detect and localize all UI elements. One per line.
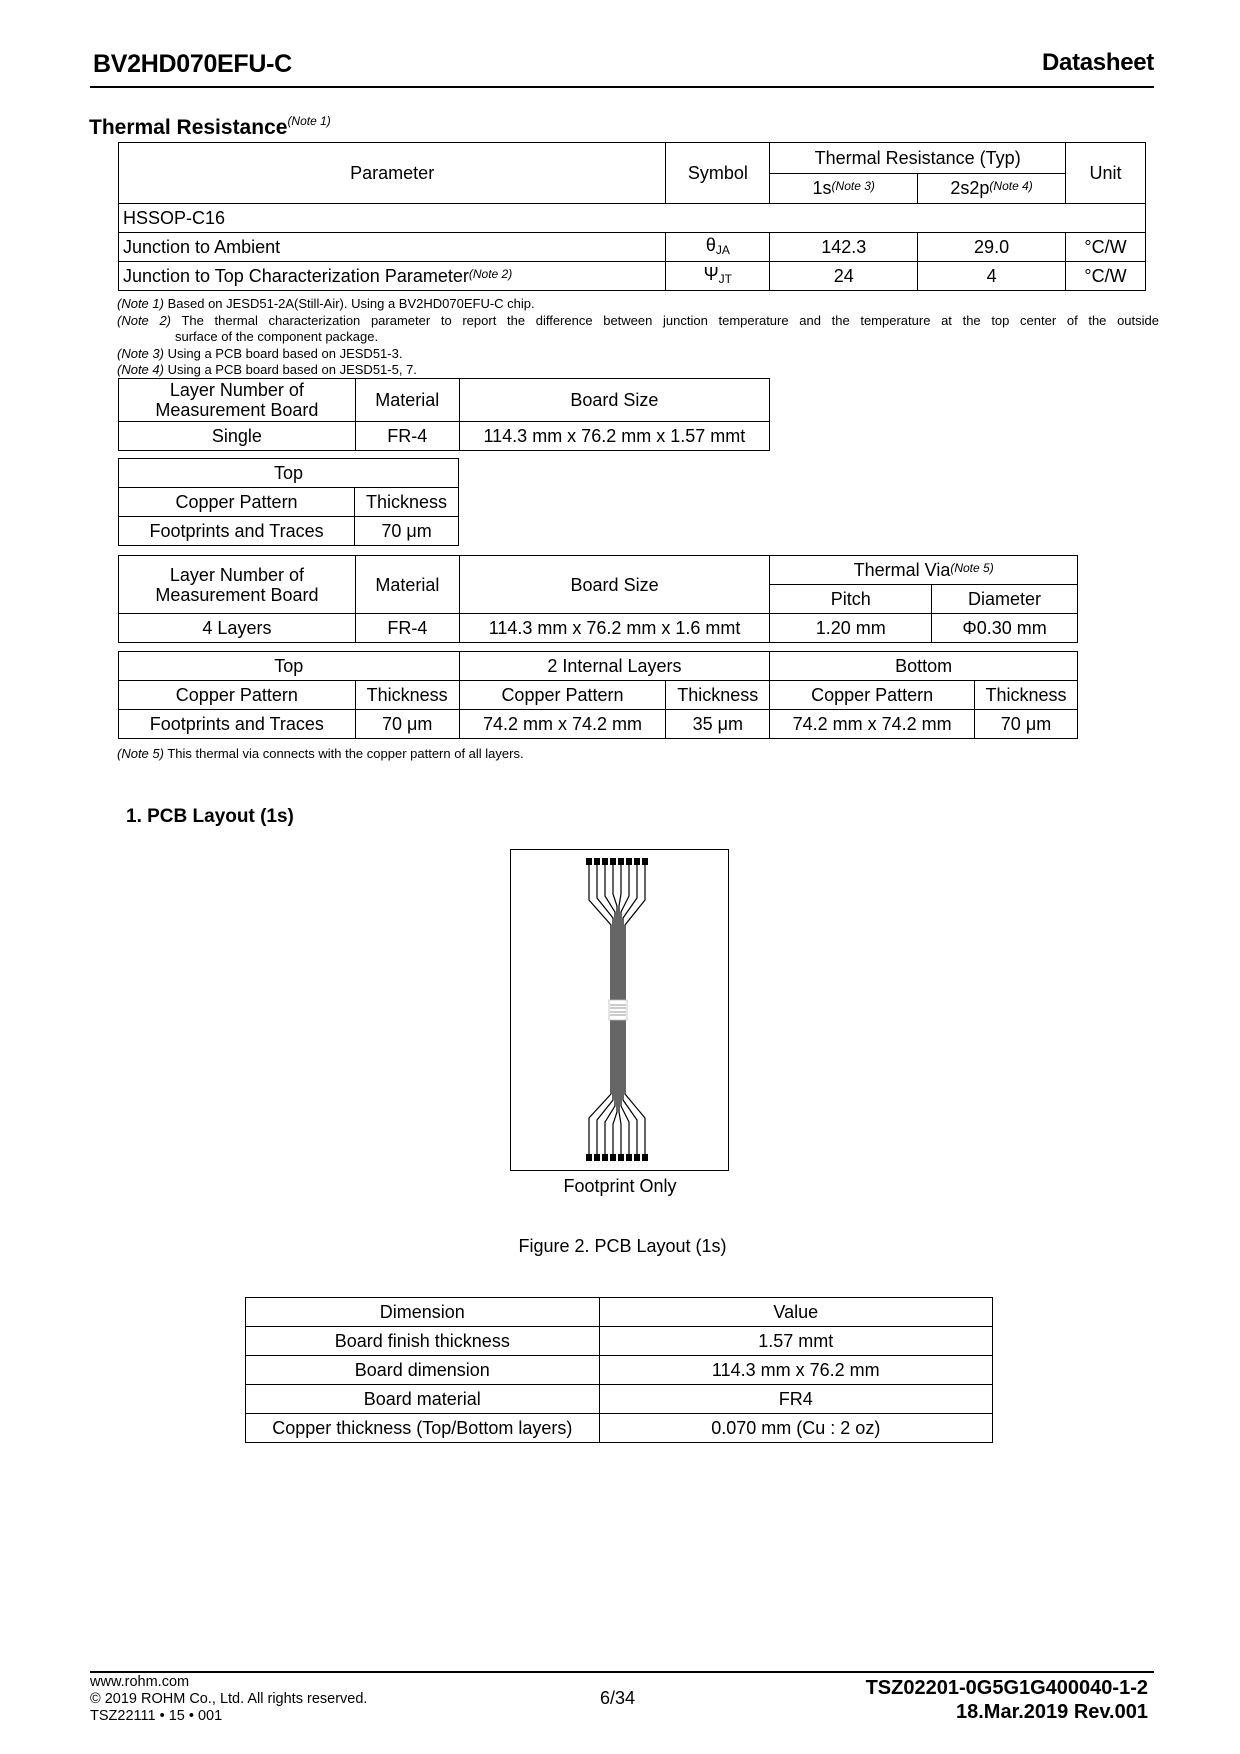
top-pads [586, 858, 648, 865]
note-text: Using a PCB board based on JESD51-5, 7. [167, 362, 417, 377]
board-size-value: 114.3 mm x 76.2 mm x 1.6 mmt [459, 614, 770, 643]
footer-right [866, 1676, 1148, 1724]
section-title-note: (Note 1) [287, 114, 331, 128]
material-value: FR-4 [355, 614, 459, 643]
pcb-layout-title: 1. PCB Layout (1s) [126, 806, 294, 827]
top-traces [589, 865, 645, 1000]
header-board-size: Board Size [459, 379, 769, 422]
header-copper-pattern: Copper Pattern [119, 681, 356, 710]
internal-pattern-value: 74.2 mm x 74.2 mm [459, 710, 666, 739]
board-single-table [118, 378, 770, 451]
header-thermal-resistance: Thermal Resistance (Typ) [770, 143, 1066, 174]
dimension-cell: Copper thickness (Top/Bottom layers) [246, 1414, 600, 1443]
section-title [89, 116, 331, 140]
table-row [246, 1385, 993, 1414]
header-thermal-via [770, 556, 1078, 585]
note-text: Using a PCB board based on JESD51-3. [167, 345, 403, 361]
row-symbol-sub: JA [715, 242, 730, 257]
bottom-traces [589, 1020, 645, 1154]
row-unit: °C/W [1066, 262, 1146, 291]
board-size-value: 114.3 mm x 76.2 mm x 1.57 mmt [459, 422, 769, 451]
doc-number: TSZ02201-0G5G1G400040-1-2 [865, 1677, 1148, 1699]
header-parameter: Parameter [119, 143, 666, 204]
footer-left [90, 1674, 367, 1725]
note-3 [117, 346, 1159, 363]
table-row [119, 233, 1146, 262]
header-board-size: Board Size [459, 556, 770, 614]
row-parameter-note: (Note 2) [468, 267, 513, 281]
diameter-value: Φ0.30 mm [932, 614, 1078, 643]
header-thickness: Thickness [355, 681, 459, 710]
note-tag: (Note 3) [117, 345, 164, 361]
row-symbol-main: Ψ [703, 263, 719, 284]
layer-value: 4 Layers [119, 614, 356, 643]
header-2s2p-note: (Note 4) [989, 179, 1033, 194]
note-tag: (Note 5) [117, 746, 164, 761]
header-top: Top [119, 652, 460, 681]
row-symbol-sub: JT [718, 271, 733, 286]
row-parameter: Junction to Ambient [119, 233, 666, 262]
figure-subcaption: Footprint Only [563, 1176, 677, 1196]
header-material: Material [355, 379, 459, 422]
bottom-pads [586, 1154, 648, 1161]
footer-code: TSZ22111 • 15 • 001 [90, 1708, 223, 1724]
note-4 [117, 362, 1159, 379]
header-internal-layers: 2 Internal Layers [459, 652, 770, 681]
header-diameter: Diameter [932, 585, 1078, 614]
header-thickness: Thickness [355, 488, 459, 517]
table-row [119, 710, 1078, 739]
package-name: HSSOP-C16 [119, 204, 1146, 233]
header-pitch: Pitch [770, 585, 932, 614]
section-title-text: Thermal Resistance [89, 116, 288, 139]
row-unit: °C/W [1066, 233, 1146, 262]
header-copper-pattern: Copper Pattern [459, 681, 666, 710]
header-top: Top [119, 459, 459, 488]
dimension-cell: Board dimension [246, 1356, 600, 1385]
value-cell: 114.3 mm x 76.2 mm [599, 1356, 992, 1385]
table-row [246, 1414, 993, 1443]
figure-caption: Figure 2. PCB Layout (1s) [518, 1236, 727, 1256]
layer-value: Single [119, 422, 356, 451]
copper-pattern-value: Footprints and Traces [119, 517, 355, 546]
row-parameter-text: Junction to Top Characterization Parameter [123, 266, 469, 286]
table-row [119, 614, 1078, 643]
note-1 [117, 296, 1159, 313]
header-1s [770, 173, 918, 204]
header-layer-number: Layer Number of Measurement Board [119, 379, 356, 422]
footer-copyright: © 2019 ROHM Co., Ltd. All rights reserved. [90, 1691, 368, 1707]
value-cell: 1.57 mmt [599, 1327, 992, 1356]
date-revision: 18.Mar.2019 Rev.001 [955, 1701, 1148, 1723]
dimension-cell: Board material [246, 1385, 600, 1414]
row-parameter [119, 262, 666, 291]
top-thickness-value: 70 μm [355, 710, 459, 739]
table-row [246, 1356, 993, 1385]
row-symbol-main: θ [705, 234, 716, 255]
table-row [119, 422, 770, 451]
layer-copper-table [118, 651, 1078, 739]
table-row [246, 1327, 993, 1356]
board-4layer-table [118, 555, 1078, 643]
note-2 [117, 313, 1159, 330]
top-pattern-value: Footprints and Traces [119, 710, 356, 739]
note-5 [117, 746, 1159, 763]
header-2s2p-label: 2s2p [950, 178, 990, 199]
dimension-table [245, 1297, 993, 1443]
header-thermal-via-label: Thermal Via [853, 560, 951, 580]
pitch-value: 1.20 mm [770, 614, 932, 643]
row-value-1s: 24 [770, 262, 918, 291]
header-2s2p [918, 173, 1066, 204]
ic-body [609, 1000, 627, 1020]
header-dimension: Dimension [246, 1298, 600, 1327]
header-thickness: Thickness [666, 681, 770, 710]
pcb-layout-figure [510, 849, 729, 1171]
doc-type: Datasheet [1041, 49, 1154, 76]
note-text: This thermal via connects with the copper pattern of all layers. [167, 746, 524, 761]
footer-divider [90, 1671, 1154, 1673]
row-symbol [666, 262, 770, 291]
header-unit: Unit [1066, 143, 1146, 204]
pcb-footprint-drawing [511, 850, 728, 1170]
header-thermal-via-note: (Note 5) [950, 561, 994, 575]
header-1s-label: 1s [812, 178, 832, 199]
top-copper-table [118, 458, 459, 546]
note-text: Based on JESD51-2A(Still-Air). Using a BV2HD070EFU-C chip. [167, 296, 535, 311]
row-value-1s: 142.3 [770, 233, 918, 262]
value-cell: 0.070 mm (Cu : 2 oz) [599, 1414, 992, 1443]
internal-thickness-value: 35 μm [666, 710, 770, 739]
note-tag: (Note 4) [117, 362, 164, 377]
row-symbol [666, 233, 770, 262]
notes-block [117, 296, 1159, 379]
header-material: Material [355, 556, 459, 614]
bottom-pattern-value: 74.2 mm x 74.2 mm [770, 710, 975, 739]
bottom-thickness-value: 70 μm [974, 710, 1077, 739]
page-number: 6/34 [600, 1688, 636, 1708]
note-tag: (Note 1) [117, 296, 164, 311]
header-divider [90, 86, 1154, 88]
header-layer-number: Layer Number of Measurement Board [119, 556, 356, 614]
header-thickness: Thickness [974, 681, 1077, 710]
header-copper-pattern: Copper Pattern [119, 488, 355, 517]
header-copper-pattern: Copper Pattern [770, 681, 975, 710]
material-value: FR-4 [355, 422, 459, 451]
dimension-cell: Board finish thickness [246, 1327, 600, 1356]
row-value-2s2p: 4 [918, 262, 1066, 291]
header-bottom: Bottom [770, 652, 1078, 681]
table-row [119, 517, 459, 546]
note-text: The thermal characterization parameter to report the difference between junction temperature and the temperature at the top center of the outside [181, 312, 1159, 328]
note-2-cont: surface of the component package. [175, 329, 379, 344]
footer-url[interactable]: www.rohm.com [90, 1674, 190, 1690]
header-symbol: Symbol [666, 143, 770, 204]
note-tag: (Note 2) [117, 312, 172, 328]
header-1s-note: (Note 3) [831, 179, 875, 194]
part-number: BV2HD070EFU-C [93, 50, 292, 78]
value-cell: FR4 [599, 1385, 992, 1414]
thickness-value: 70 μm [355, 517, 459, 546]
header-value: Value [599, 1298, 992, 1327]
row-value-2s2p: 29.0 [918, 233, 1066, 262]
table-row [119, 262, 1146, 291]
thermal-resistance-table [118, 142, 1146, 291]
